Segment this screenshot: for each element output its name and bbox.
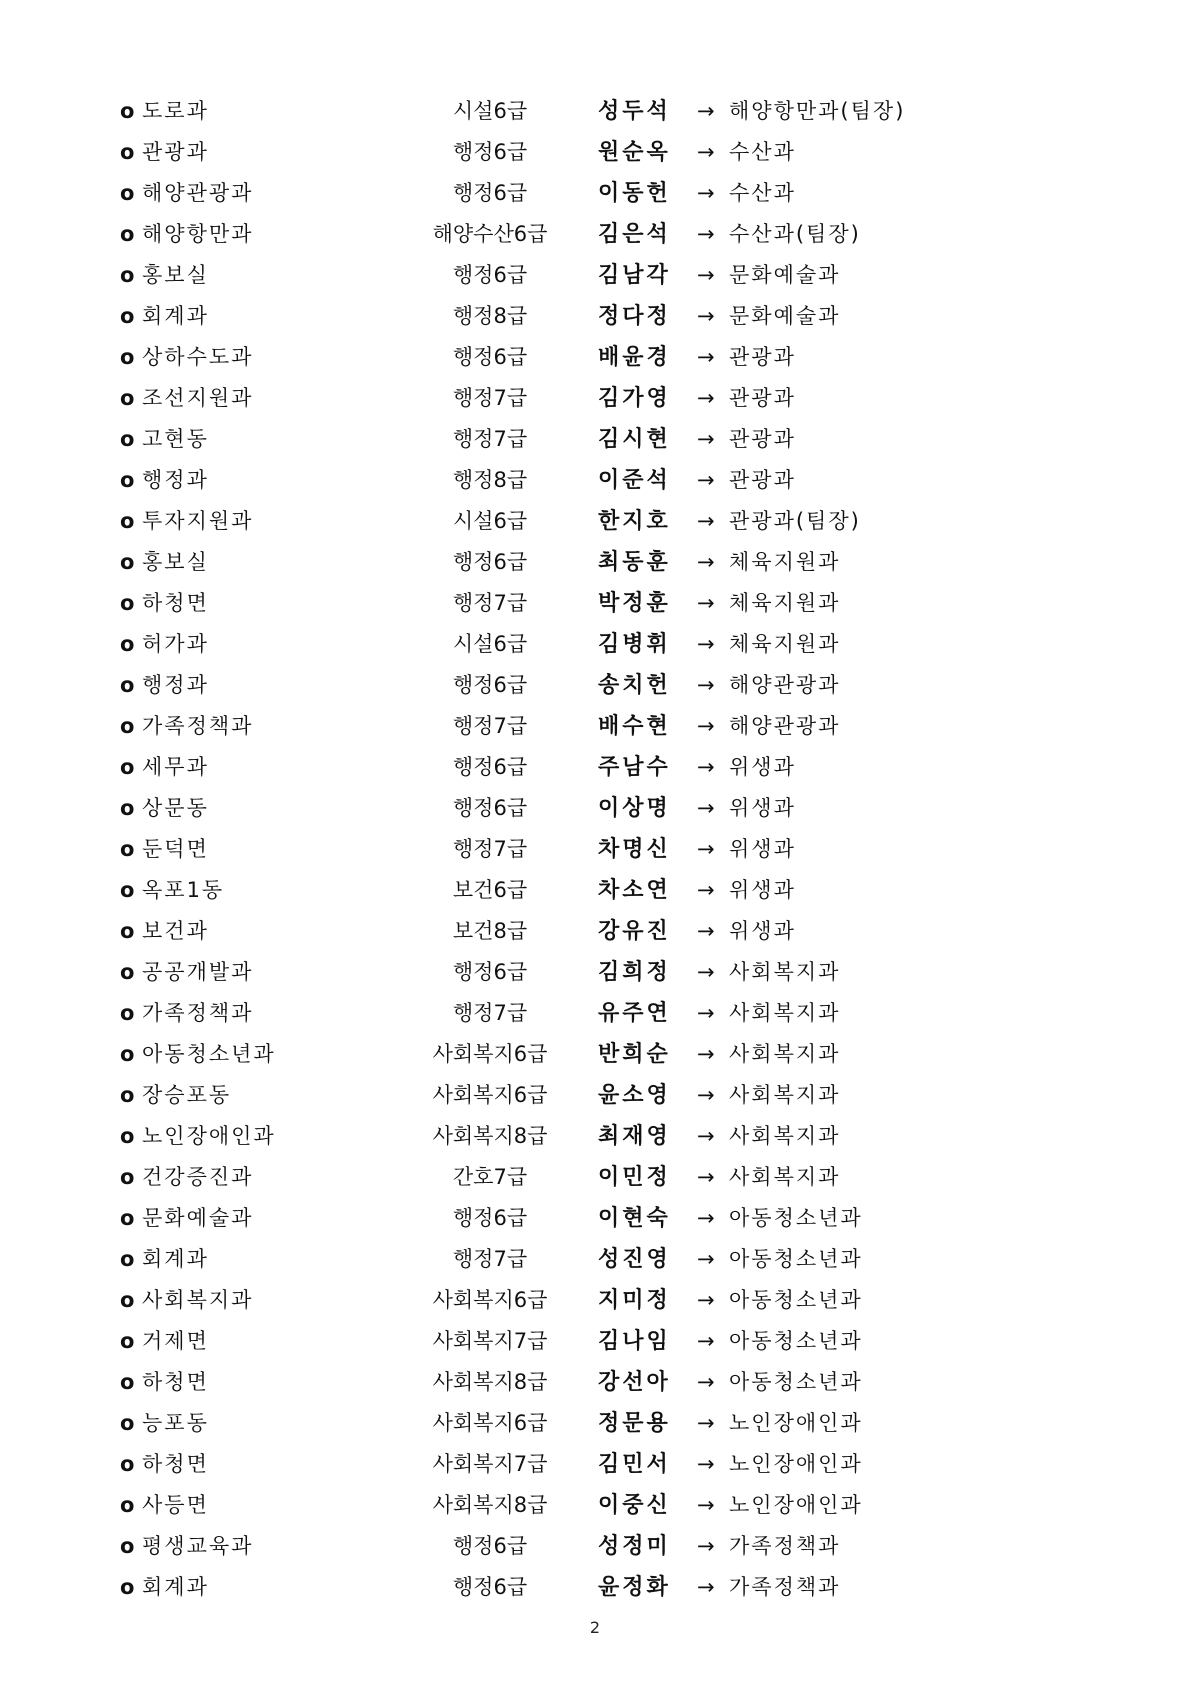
from-department: 회계과	[142, 1247, 209, 1271]
list-item	[120, 993, 1120, 1034]
to-department: 해양관광과	[729, 673, 841, 697]
to-department: 가족정책과	[729, 1575, 841, 1599]
person-name: 정다정	[598, 303, 671, 329]
list-item	[120, 1403, 1120, 1444]
list-item	[120, 501, 1120, 542]
arrow-icon: →	[697, 345, 715, 369]
person-name: 김병휘	[598, 631, 671, 657]
from-department: 장승포동	[142, 1083, 232, 1107]
job-grade: 사회복지7급	[432, 1329, 548, 1353]
list-item	[120, 911, 1120, 952]
arrow-icon: →	[697, 1206, 715, 1230]
arrow-icon: →	[697, 99, 715, 123]
job-grade: 행정6급	[452, 140, 528, 164]
job-grade: 시설6급	[452, 509, 528, 533]
from-department: 회계과	[142, 1575, 209, 1599]
to-department: 해양관광과	[729, 714, 841, 738]
to-department: 관광과	[729, 345, 796, 369]
from-department: 둔덕면	[142, 837, 209, 861]
arrow-icon: →	[697, 796, 715, 820]
person-name: 유주연	[598, 1000, 671, 1026]
list-item	[120, 1075, 1120, 1116]
to-department: 위생과	[729, 878, 796, 902]
arrow-icon: →	[697, 1411, 715, 1435]
to-department: 수산과(팀장)	[729, 222, 861, 246]
to-department: 위생과	[729, 755, 796, 779]
list-item	[120, 1034, 1120, 1075]
to-department: 사회복지과	[729, 1042, 841, 1066]
to-department: 관광과	[729, 427, 796, 451]
to-department: 관광과(팀장)	[729, 509, 861, 533]
list-item	[120, 296, 1120, 337]
list-item	[120, 952, 1120, 993]
bullet-marker: o	[120, 1001, 135, 1025]
person-name: 박정훈	[598, 590, 671, 616]
bullet-marker: o	[120, 140, 135, 164]
to-department: 관광과	[729, 386, 796, 410]
person-name: 이중신	[598, 1492, 671, 1518]
bullet-marker: o	[120, 222, 135, 246]
arrow-icon: →	[697, 1452, 715, 1476]
arrow-icon: →	[697, 960, 715, 984]
from-department: 허가과	[142, 632, 209, 656]
person-name: 최재영	[598, 1123, 671, 1149]
bullet-marker: o	[120, 591, 135, 615]
arrow-icon: →	[697, 1493, 715, 1517]
job-grade: 사회복지8급	[432, 1124, 548, 1148]
bullet-marker: o	[120, 714, 135, 738]
list-item	[120, 214, 1120, 255]
to-department: 아동청소년과	[729, 1206, 863, 1230]
list-item	[120, 419, 1120, 460]
person-name: 성진영	[598, 1246, 671, 1272]
person-name: 성두석	[598, 98, 671, 124]
person-name: 김시현	[598, 426, 671, 452]
job-grade: 보건8급	[452, 919, 528, 943]
job-grade: 행정7급	[452, 591, 528, 615]
to-department: 노인장애인과	[729, 1493, 863, 1517]
from-department: 해양관광과	[142, 181, 254, 205]
person-name: 윤소영	[598, 1082, 671, 1108]
list-item	[120, 132, 1120, 173]
to-department: 문화예술과	[729, 263, 841, 287]
arrow-icon: →	[697, 1083, 715, 1107]
job-grade: 행정6급	[452, 755, 528, 779]
list-item	[120, 460, 1120, 501]
to-department: 노인장애인과	[729, 1452, 863, 1476]
from-department: 건강증진과	[142, 1165, 254, 1189]
bullet-marker: o	[120, 960, 135, 984]
bullet-marker: o	[120, 468, 135, 492]
from-department: 도로과	[142, 99, 209, 123]
bullet-marker: o	[120, 263, 135, 287]
to-department: 사회복지과	[729, 1165, 841, 1189]
bullet-marker: o	[120, 1575, 135, 1599]
from-department: 하청면	[142, 1452, 209, 1476]
job-grade: 사회복지8급	[432, 1370, 548, 1394]
job-grade: 시설6급	[452, 632, 528, 656]
bullet-marker: o	[120, 99, 135, 123]
from-department: 아동청소년과	[142, 1042, 276, 1066]
person-name: 최동훈	[598, 549, 671, 575]
person-name: 주남수	[598, 754, 671, 780]
from-department: 상하수도과	[142, 345, 254, 369]
list-item	[120, 624, 1120, 665]
from-department: 공공개발과	[142, 960, 254, 984]
list-item	[120, 665, 1120, 706]
from-department: 홍보실	[142, 550, 209, 574]
from-department: 세무과	[142, 755, 209, 779]
to-department: 수산과	[729, 181, 796, 205]
person-name: 김민서	[598, 1451, 671, 1477]
person-name: 강선아	[598, 1369, 671, 1395]
list-item	[120, 1116, 1120, 1157]
arrow-icon: →	[697, 304, 715, 328]
bullet-marker: o	[120, 673, 135, 697]
bullet-marker: o	[120, 427, 135, 451]
page-number: 2	[589, 1618, 601, 1637]
job-grade: 행정6급	[452, 960, 528, 984]
bullet-marker: o	[120, 1165, 135, 1189]
bullet-marker: o	[120, 1493, 135, 1517]
arrow-icon: →	[697, 263, 715, 287]
to-department: 위생과	[729, 837, 796, 861]
person-name: 이상명	[598, 795, 671, 821]
person-name: 이준석	[598, 467, 671, 493]
to-department: 사회복지과	[729, 1001, 841, 1025]
job-grade: 행정7급	[452, 837, 528, 861]
to-department: 관광과	[729, 468, 796, 492]
job-grade: 행정7급	[452, 714, 528, 738]
to-department: 사회복지과	[729, 960, 841, 984]
bullet-marker: o	[120, 181, 135, 205]
arrow-icon: →	[697, 632, 715, 656]
person-name: 차소연	[598, 877, 671, 903]
to-department: 위생과	[729, 796, 796, 820]
from-department: 상문동	[142, 796, 209, 820]
person-name: 정문용	[598, 1410, 671, 1436]
list-item	[120, 542, 1120, 583]
from-department: 관광과	[142, 140, 209, 164]
arrow-icon: →	[697, 1247, 715, 1271]
list-item	[120, 1157, 1120, 1198]
bullet-marker: o	[120, 1452, 135, 1476]
to-department: 문화예술과	[729, 304, 841, 328]
to-department: 아동청소년과	[729, 1247, 863, 1271]
list-item	[120, 91, 1120, 132]
person-name: 반희순	[598, 1041, 671, 1067]
list-item	[120, 337, 1120, 378]
list-item	[120, 788, 1120, 829]
to-department: 아동청소년과	[729, 1370, 863, 1394]
job-grade: 행정6급	[452, 1575, 528, 1599]
bullet-marker: o	[120, 1329, 135, 1353]
list-item	[120, 1567, 1120, 1608]
list-item	[120, 1239, 1120, 1280]
from-department: 사등면	[142, 1493, 209, 1517]
list-item	[120, 1321, 1120, 1362]
list-item	[120, 870, 1120, 911]
arrow-icon: →	[697, 386, 715, 410]
arrow-icon: →	[697, 878, 715, 902]
list-item	[120, 173, 1120, 214]
person-name: 김희정	[598, 959, 671, 985]
from-department: 회계과	[142, 304, 209, 328]
list-item	[120, 1362, 1120, 1403]
job-grade: 행정6급	[452, 1206, 528, 1230]
arrow-icon: →	[697, 181, 715, 205]
bullet-marker: o	[120, 632, 135, 656]
arrow-icon: →	[697, 1575, 715, 1599]
bullet-marker: o	[120, 796, 135, 820]
bullet-marker: o	[120, 919, 135, 943]
arrow-icon: →	[697, 1001, 715, 1025]
list-item	[120, 1526, 1120, 1567]
arrow-icon: →	[697, 1370, 715, 1394]
job-grade: 시설6급	[452, 99, 528, 123]
bullet-marker: o	[120, 1206, 135, 1230]
person-name: 이동헌	[598, 180, 671, 206]
to-department: 아동청소년과	[729, 1288, 863, 1312]
job-grade: 행정6급	[452, 1534, 528, 1558]
job-grade: 사회복지6급	[432, 1411, 548, 1435]
to-department: 체육지원과	[729, 632, 841, 656]
person-name: 송치헌	[598, 672, 671, 698]
from-department: 노인장애인과	[142, 1124, 276, 1148]
job-grade: 행정6급	[452, 263, 528, 287]
person-name: 윤정화	[598, 1574, 671, 1600]
personnel-list	[120, 91, 1120, 1608]
person-name: 강유진	[598, 918, 671, 944]
bullet-marker: o	[120, 1288, 135, 1312]
person-name: 김남각	[598, 262, 671, 288]
bullet-marker: o	[120, 1411, 135, 1435]
arrow-icon: →	[697, 1534, 715, 1558]
arrow-icon: →	[697, 837, 715, 861]
bullet-marker: o	[120, 550, 135, 574]
list-item	[120, 747, 1120, 788]
bullet-marker: o	[120, 1124, 135, 1148]
to-department: 수산과	[729, 140, 796, 164]
arrow-icon: →	[697, 1329, 715, 1353]
job-grade: 행정7급	[452, 1247, 528, 1271]
job-grade: 행정7급	[452, 1001, 528, 1025]
arrow-icon: →	[697, 550, 715, 574]
job-grade: 행정8급	[452, 304, 528, 328]
from-department: 평생교육과	[142, 1534, 254, 1558]
from-department: 하청면	[142, 591, 209, 615]
bullet-marker: o	[120, 755, 135, 779]
from-department: 하청면	[142, 1370, 209, 1394]
to-department: 사회복지과	[729, 1124, 841, 1148]
arrow-icon: →	[697, 673, 715, 697]
to-department: 아동청소년과	[729, 1329, 863, 1353]
job-grade: 행정6급	[452, 796, 528, 820]
job-grade: 사회복지7급	[432, 1452, 548, 1476]
list-item	[120, 1485, 1120, 1526]
arrow-icon: →	[697, 1042, 715, 1066]
arrow-icon: →	[697, 755, 715, 779]
from-department: 행정과	[142, 468, 209, 492]
job-grade: 해양수산6급	[432, 222, 548, 246]
person-name: 배윤경	[598, 344, 671, 370]
bullet-marker: o	[120, 1042, 135, 1066]
job-grade: 사회복지6급	[432, 1042, 548, 1066]
from-department: 가족정책과	[142, 714, 254, 738]
from-department: 해양항만과	[142, 222, 254, 246]
person-name: 한지호	[598, 508, 671, 534]
bullet-marker: o	[120, 1370, 135, 1394]
list-item	[120, 583, 1120, 624]
from-department: 행정과	[142, 673, 209, 697]
person-name: 배수현	[598, 713, 671, 739]
from-department: 거제면	[142, 1329, 209, 1353]
job-grade: 행정6급	[452, 345, 528, 369]
list-item	[120, 1444, 1120, 1485]
person-name: 김은석	[598, 221, 671, 247]
person-name: 원순옥	[598, 139, 671, 165]
job-grade: 보건6급	[452, 878, 528, 902]
bullet-marker: o	[120, 1083, 135, 1107]
to-department: 해양항만과(팀장)	[729, 99, 906, 123]
from-department: 문화예술과	[142, 1206, 254, 1230]
arrow-icon: →	[697, 1165, 715, 1189]
person-name: 성정미	[598, 1533, 671, 1559]
arrow-icon: →	[697, 1124, 715, 1148]
from-department: 가족정책과	[142, 1001, 254, 1025]
arrow-icon: →	[697, 427, 715, 451]
job-grade: 행정6급	[452, 673, 528, 697]
from-department: 보건과	[142, 919, 209, 943]
job-grade: 행정7급	[452, 386, 528, 410]
list-item	[120, 1198, 1120, 1239]
job-grade: 간호7급	[452, 1165, 528, 1189]
from-department: 홍보실	[142, 263, 209, 287]
to-department: 체육지원과	[729, 550, 841, 574]
bullet-marker: o	[120, 1247, 135, 1271]
from-department: 옥포1동	[142, 878, 225, 902]
job-grade: 행정6급	[452, 550, 528, 574]
person-name: 이현숙	[598, 1205, 671, 1231]
from-department: 능포동	[142, 1411, 209, 1435]
from-department: 사회복지과	[142, 1288, 254, 1312]
arrow-icon: →	[697, 468, 715, 492]
arrow-icon: →	[697, 591, 715, 615]
to-department: 가족정책과	[729, 1534, 841, 1558]
to-department: 사회복지과	[729, 1083, 841, 1107]
job-grade: 행정8급	[452, 468, 528, 492]
from-department: 투자지원과	[142, 509, 254, 533]
arrow-icon: →	[697, 919, 715, 943]
job-grade: 사회복지6급	[432, 1288, 548, 1312]
arrow-icon: →	[697, 140, 715, 164]
bullet-marker: o	[120, 345, 135, 369]
arrow-icon: →	[697, 222, 715, 246]
bullet-marker: o	[120, 509, 135, 533]
bullet-marker: o	[120, 386, 135, 410]
person-name: 이민정	[598, 1164, 671, 1190]
to-department: 체육지원과	[729, 591, 841, 615]
job-grade: 행정6급	[452, 181, 528, 205]
bullet-marker: o	[120, 304, 135, 328]
person-name: 지미정	[598, 1287, 671, 1313]
list-item	[120, 706, 1120, 747]
bullet-marker: o	[120, 1534, 135, 1558]
list-item	[120, 829, 1120, 870]
arrow-icon: →	[697, 509, 715, 533]
person-name: 김나임	[598, 1328, 671, 1354]
list-item	[120, 255, 1120, 296]
job-grade: 행정7급	[452, 427, 528, 451]
list-item	[120, 378, 1120, 419]
bullet-marker: o	[120, 837, 135, 861]
to-department: 위생과	[729, 919, 796, 943]
to-department: 노인장애인과	[729, 1411, 863, 1435]
job-grade: 사회복지8급	[432, 1493, 548, 1517]
arrow-icon: →	[697, 714, 715, 738]
person-name: 김가영	[598, 385, 671, 411]
job-grade: 사회복지6급	[432, 1083, 548, 1107]
list-item	[120, 1280, 1120, 1321]
arrow-icon: →	[697, 1288, 715, 1312]
bullet-marker: o	[120, 878, 135, 902]
person-name: 차명신	[598, 836, 671, 862]
from-department: 고현동	[142, 427, 209, 451]
from-department: 조선지원과	[142, 386, 254, 410]
